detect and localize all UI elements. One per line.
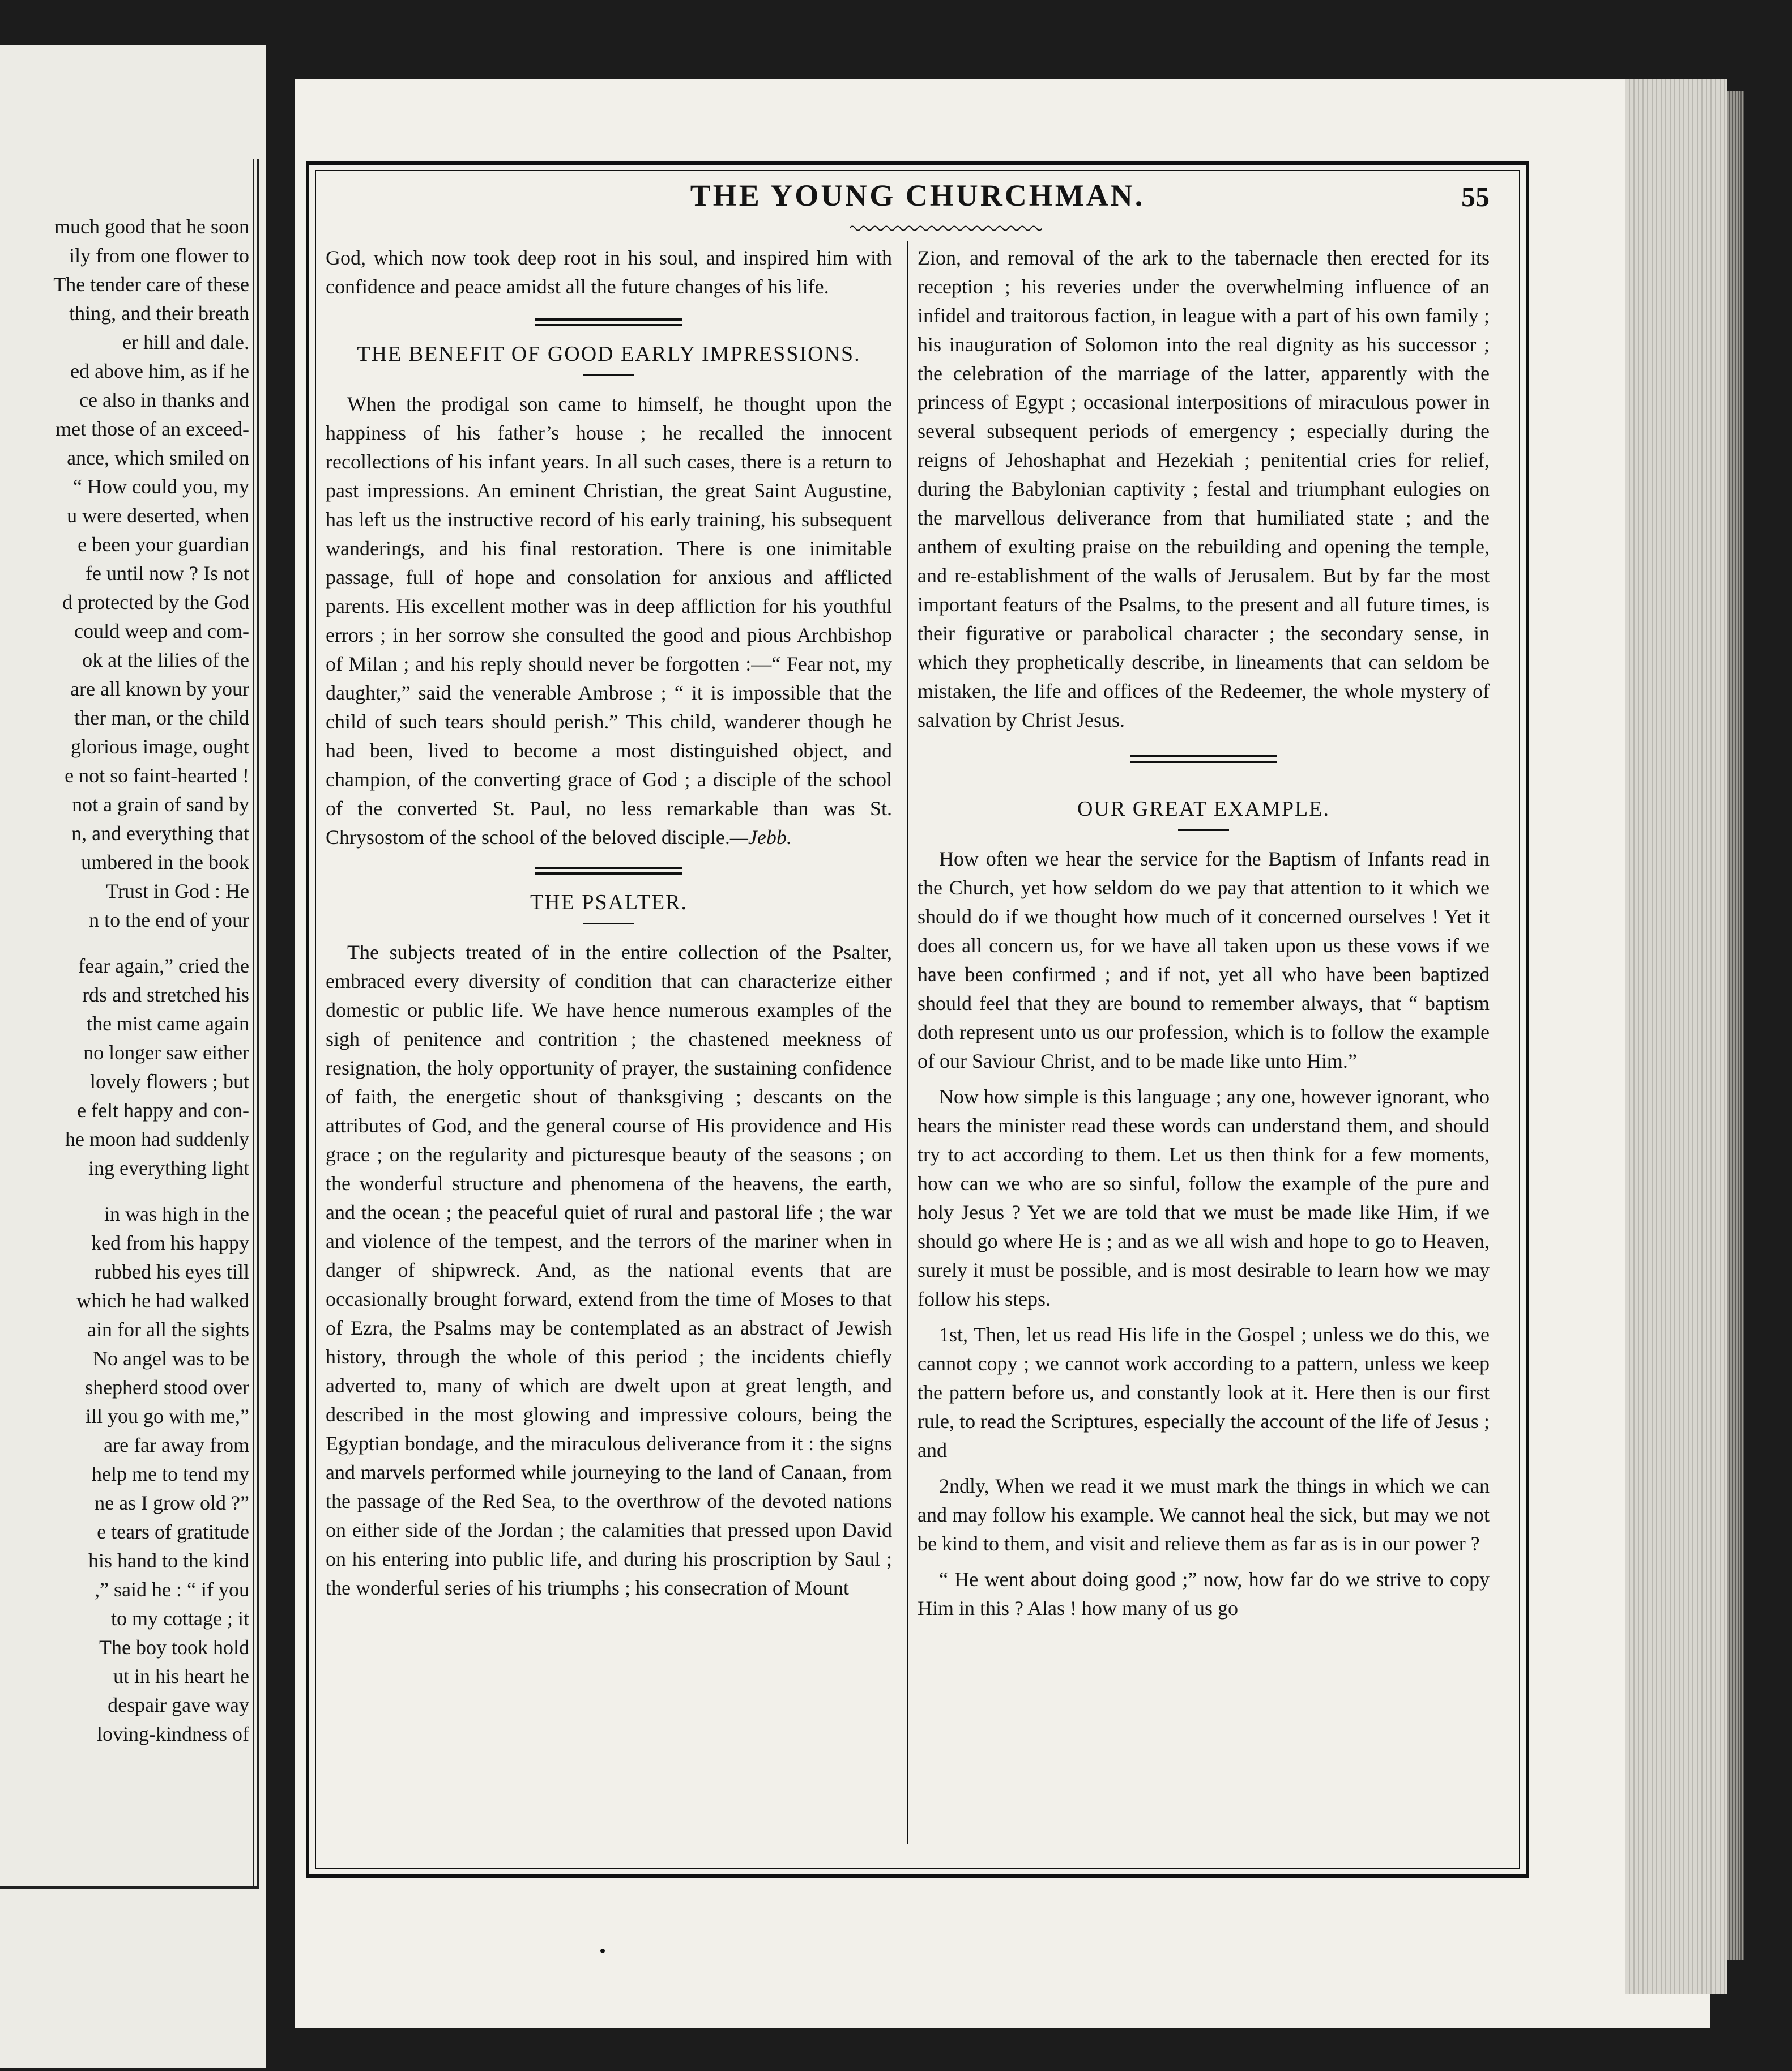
- facing-page-gap: [0, 1183, 249, 1200]
- section-title-great-example: OUR GREAT EXAMPLE.: [1077, 797, 1330, 821]
- facing-page-line: are all known by your: [70, 677, 249, 700]
- ornament-rule: [850, 224, 1042, 232]
- facing-page-line: ce also in thanks and: [79, 389, 249, 411]
- facing-page-line: e tears of gratitude: [97, 1520, 249, 1543]
- psalter-body: The subjects treated of in the entire collection of the Psalter, embraced every diversity of condition that can characterize either domestic or public life. We have hence numerous examples of the sigh of penitence and contrition ; the chastened meekness of resignation, the holy opportunity of prayer, the sustaining confidence of faith, the energetic shout of thanksgiving ; descants on the attributes of God, and the general course of His providence and His grace ; on the regularity and picturesque beauty of the seasons ; on the wonderful structure and phenomena of the heavens, the earth, and the ocean ; the peaceful quiet of rural and pastoral life ; the war and violence of the tempest, and the terrors of the mariner when in danger of shipwreck. And, as the national events that are occasionally brought forward, extend from the time of Moses to that of Ezra, the Psalms may be contemplated as an abstract of Jewish history, through the whole of this period ; the incidents chiefly adverted to, many of which are dwelt upon at great length, and described in the most glowing and impressive colours, being the Egyptian bondage, and the miraculous deliverance from it : the signs and marvels performed while journeying to the land of Canaan, from the passage of the Red Sea, to the overthrow of the devoted nations on either side of the Jordan ; the calamities that pressed upon David on his entering into public life, and during his proscription by Saul ; the wonderful series of his triumphs ; his consecration of Mount: [326, 941, 892, 1599]
- facing-page-line: loving-kindness of: [97, 1723, 249, 1745]
- left-column: [326, 244, 892, 1603]
- section-title-psalter: THE PSALTER.: [530, 890, 688, 914]
- title-underline: [583, 923, 634, 924]
- facing-page-line: his hand to the kind: [88, 1549, 249, 1572]
- title-underline: [583, 374, 634, 376]
- facing-page-line: despair gave way: [108, 1694, 249, 1716]
- facing-page-line: ne as I grow old ?”: [95, 1492, 249, 1514]
- facing-page-line: No angel was to be: [93, 1347, 249, 1370]
- facing-page-line: not a grain of sand by: [72, 793, 249, 816]
- page-number: 55: [1461, 181, 1490, 212]
- facing-page-line: thing, and their breath: [69, 302, 249, 325]
- facing-page-line: glorious image, ought: [71, 735, 249, 758]
- page-edges: [1625, 79, 1727, 1994]
- facing-page-line: ther man, or the child: [74, 706, 249, 729]
- facing-page-line: ain for all the sights: [87, 1318, 249, 1341]
- facing-page-line: ance, which smiled on: [67, 446, 249, 469]
- printer-mark: [600, 1949, 605, 1953]
- facing-page-line: in was high in the: [104, 1203, 249, 1225]
- column-divider: [907, 241, 908, 1844]
- great-example-paragraph-1: How often we hear the service for the Baptism of Infants read in the Church, yet how seldom do we pay that attention to it which we should do if we thought how much of it concerned ourselves ! Yet it does all concern us, for we have all taken upon us these vows if we have been confirmed ; and if not, yet all who have been baptized should feel that they are bound to remember always, that “ baptism doth represent unto us our profession, which is to follow the example of our Saviour Christ, and to be made like unto Him.”: [918, 847, 1490, 1072]
- facing-page-line: d protected by the God: [62, 591, 249, 613]
- facing-page-line: shepherd stood over: [85, 1376, 249, 1399]
- facing-page-line: ill you go with me,”: [86, 1405, 249, 1427]
- facing-page-line: much good that he soon: [54, 215, 249, 238]
- facing-page-border-bottom: [0, 1886, 259, 1889]
- facing-page-line: “ How could you, my: [73, 475, 249, 498]
- book-edge: [1727, 91, 1744, 1960]
- facing-page-line: The tender care of these: [53, 273, 249, 296]
- facing-page-line: rds and stretched his: [82, 983, 249, 1006]
- great-example-paragraph-5: “ He went about doing good ;” now, how far do we strive to copy Him in this ? Alas ! how many of us go: [918, 1568, 1490, 1620]
- running-header: [317, 176, 1518, 238]
- facing-page-line: rubbed his eyes till: [95, 1260, 249, 1283]
- early-impressions-body: When the prodigal son came to himself, he thought upon the happiness of his father’s house ; he recalled the innocent recollections of his infant years. In all such cases, there is a return to past impressions. An eminent Christian, the great Saint Augustine, has left us the instructive record of his early training, his subsequent wanderings, and his final restoration. There is one inimitable passage, full of hope and consolation for anxious and afflicted parents. His excellent mother was in deep affliction for his youthful errors ; in her sorrow she consulted the good and pious Archbishop of Milan ; and his reply should never be forgotten :—“ Fear not, my daughter,” said the venerable Ambrose ; “ it is impossible that the child of such tears should perish.” This child, wanderer though he had been, lived to become a most distinguished object, and champion, of the converting grace of God ; a disciple of the school of the converted St. Paul, no less remarkable than was St. Chrysostom of the school of the beloved disciple.—Jebb.: [326, 393, 892, 849]
- facing-page-line: n, and everything that: [71, 822, 249, 845]
- facing-page-line: ut in his heart he: [113, 1665, 249, 1688]
- continued-paragraph: God, which now took deep root in his soul, and inspired him with confidence and peace amidst all the future changes of his life.: [326, 246, 892, 298]
- facing-page-left: [0, 45, 266, 2068]
- section-separator: [1130, 755, 1277, 763]
- section-separator: [535, 318, 682, 326]
- great-example-paragraph-2: Now how simple is this language ; any one, however ignorant, who hears the minister read these words can understand them, and should try to act according to them. Let us then think for a few moments, how can we who are so sinful, follow the example of the pure and holy Jesus ? Yet we are told that we must be made like Him, if we should go where He is ; and as we all wish and hope to go to Heaven, surely it must be possible, and is most desirable to learn how we may follow his steps.: [918, 1085, 1490, 1310]
- facing-page-line: u were deserted, when: [67, 504, 249, 527]
- facing-page-line: e not so faint-hearted !: [65, 764, 249, 787]
- facing-page-line: he moon had suddenly: [65, 1128, 249, 1150]
- facing-page-line: which he had walked: [76, 1289, 249, 1312]
- facing-page-line: to my cottage ; it: [111, 1607, 249, 1630]
- facing-page-line: could weep and com-: [74, 620, 249, 642]
- section-separator: [535, 867, 682, 875]
- psalter-continued-paragraph: Zion, and removal of the ark to the tabernacle then erected for its reception ; his reveries under the overwhelming influence of an infidel and traitorous faction, in league with a part of his own family ; his inauguration of Solomon into the real dignity as his successor ; the celebration of the marriage of the latter, apparently with the princess of Egypt ; occasional interpositions of miraculous power in several subsequent periods of emergency ; especially during the reigns of Jehoshaphat and Hezekiah ; penitential cries for relief, during the Babylonian captivity ; festal and triumphant eulogies on the marvellous deliverance from that humiliated state ; and the anthem of exulting praise on the rebuilding and opening the temple, and re-establishment of the walls of Jerusalem. But by far the most important featurs of the Psalms, to the present and all future times, is their figurative or parabolical character ; the secondary sense, in which they prophetically describe, in lineaments that can seldom be mistaken, the life and offices of the Redeemer, the whole mystery of salvation by Christ Jesus.: [918, 246, 1490, 731]
- facing-page-line: e felt happy and con-: [77, 1099, 249, 1122]
- facing-page-line: ,” said he : “ if you: [95, 1578, 249, 1601]
- facing-page-line: fear again,” cried the: [78, 954, 249, 977]
- facing-page-border-inner: [253, 159, 254, 1886]
- facing-page-line: ok at the lilies of the: [82, 649, 249, 671]
- facing-page-line: The boy took hold: [99, 1636, 249, 1659]
- facing-page-line: er hill and dale.: [122, 331, 249, 353]
- facing-page-line: Trust in God : He: [106, 880, 249, 902]
- right-column: [918, 244, 1490, 1623]
- journal-title: THE YOUNG CHURCHMAN.: [690, 178, 1145, 212]
- facing-page-line: ed above him, as if he: [70, 360, 249, 382]
- great-example-paragraph-3: 1st, Then, let us read His life in the Gospel ; unless we do this, we cannot copy ; we cannot work according to a pattern, unless we keep the pattern before us, and constantly look at it. Here then is our first rule, to read the Scriptures, especially the account of the life of Jesus ; and: [918, 1323, 1490, 1461]
- facing-page-line: lovely flowers ; but: [90, 1070, 249, 1093]
- facing-page-line: e been your guardian: [78, 533, 249, 556]
- section-title-early-impressions: THE BENEFIT OF GOOD EARLY IMPRESSIONS.: [357, 342, 861, 366]
- facing-page-line: the mist came again: [87, 1012, 249, 1035]
- great-example-paragraph-4: 2ndly, When we read it we must mark the things in which we can and may follow his example. We cannot heal the sick, but may we not be kind to them, and visit and relieve them as far as is in our power ?: [918, 1475, 1490, 1555]
- facing-page-line: no longer saw either: [83, 1041, 249, 1064]
- facing-page-line: ing everything light: [88, 1157, 249, 1179]
- facing-page-line: fe until now ? Is not: [86, 562, 249, 585]
- facing-page-line: met those of an exceed-: [56, 417, 249, 440]
- attribution: —Jebb.: [729, 826, 792, 849]
- facing-page-line: help me to tend my: [92, 1463, 249, 1485]
- facing-page-line: ily from one flower to: [69, 244, 249, 267]
- title-underline: [1178, 829, 1229, 831]
- facing-page-line: n to the end of your: [89, 909, 249, 931]
- facing-page-line: are far away from: [104, 1434, 249, 1456]
- facing-page-line: ked from his happy: [91, 1231, 249, 1254]
- facing-page-text: [0, 212, 249, 1749]
- facing-page-border-right: [257, 159, 259, 1886]
- facing-page-gap: [0, 935, 249, 952]
- facing-page-line: umbered in the book: [81, 851, 249, 873]
